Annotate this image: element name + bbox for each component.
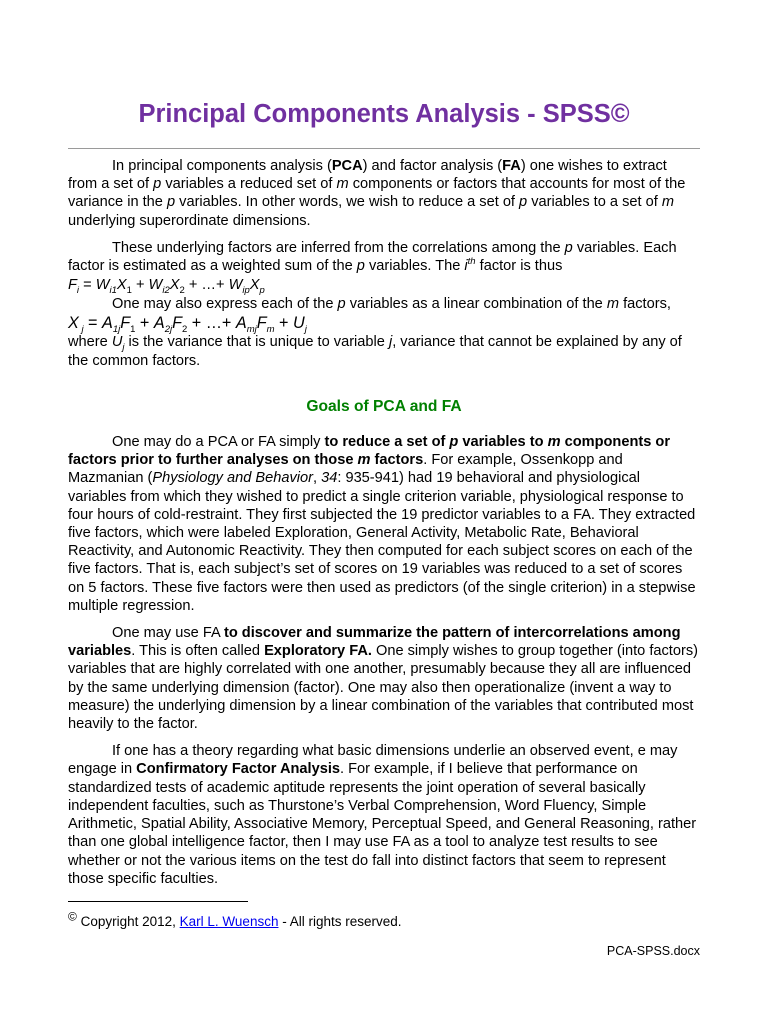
document-filename: PCA-SPSS.docx [606,944,700,958]
page-title: Principal Components Analysis - SPSS© [138,100,630,128]
author-link[interactable]: Karl L. Wuensch [179,914,279,929]
title-divider [68,148,700,149]
intro-paragraph-3: One may also express each of the p variables as a linear combination of the m factors, [112,296,671,313]
copyright-footnote: © Copyright 2012, Karl L. Wuensch - All rights reserved. [68,909,402,929]
section-heading-goals: Goals of PCA and FA [306,397,462,415]
intro-paragraph-4: where $U_j$ is the variance that is unique to variable j, variance that cannot be explained by any of the common factors. [68,334,682,369]
copyright-symbol: © [68,909,77,924]
factor-equation: $F_i = W_{i1}X_1 + W_{i2}X_2$ + …+ $W_{ip}X_p$ [68,277,265,297]
footnote-separator [68,901,248,902]
goals-paragraph-3: If one has a theory regarding what basic dimensions underlie an observed event, e may engage in Confirmatory Factor Analysis. For example, if I believe that performance on standardized tests of academic aptitude represents the joint operation of several basically independent faculties, such as Thurstone’s Verbal Comprehension, Word Fluency, Simple Arithmetic, Spatial Ability, Associative Memory, Perceptual Speed, and General Reasoning, rather than one global intelligence factor, then I may use FA as a tool to analyze test results to see whether or not the various items on the test do fall into distinct factors that seem to represent those specific faculties. [68,743,697,887]
goals-paragraph-2: One may use FA to discover and summarize the pattern of intercorrelations among variables. This is often called Exploratory FA. One simply wishes to group together (into factors) variables that are highly correlated with one another, presumably because they all are influenced by the same underlying dimension (factor). One may also then operationalize (invent a way to measure) the underlying dimension by a linear combination of the variables that contributed most heavily to the factor. [68,625,698,733]
variable-equation: X $_j = A_{1j}F_1 + A_{2j}F_2$ + …+ $A_{mj}F_m + U_j$ [68,314,307,336]
goals-paragraph-1: One may do a PCA or FA simply to reduce a set of p variables to m components or factors prior to further analyses on those m factors. For example, Ossenkopp and Mazmanian (Physiology and Behavior, 34: 935-941) had 19 behavioral and physiological variables from which they wished to predict a single criterion variable, physiological response to four hours of cold-restraint. They first subjected the 19 predictor variables to a FA. They extracted five factors, which were labeled Exploration, General Activity, Metabolic Rate, Behavioral Reactivity, and Autonomic Reactivity. They then computed for each subject scores on each of the five factors. That is, each subject’s set of scores on 19 variables was reduced to a set of scores on 5 factors. These five factors were then used as predictors (of the single criterion) in a stepwise multiple regression. [68,434,696,614]
document-body [68,157,700,888]
intro-paragraph-2: These underlying factors are inferred from the correlations among the p variables. Each factor is estimated as a weighted sum of the p variables. The $i^{th}$ factor is thus [68,239,677,275]
intro-paragraph-1: In principal components analysis (PCA) and factor analysis (FA) one wishes to extract from a set of p variables a reduced set of m components or factors that accounts for most of the variance in the p variables. In other words, we wish to reduce a set of p variables to a set of m underlying superordinate dimensions. [68,158,686,229]
